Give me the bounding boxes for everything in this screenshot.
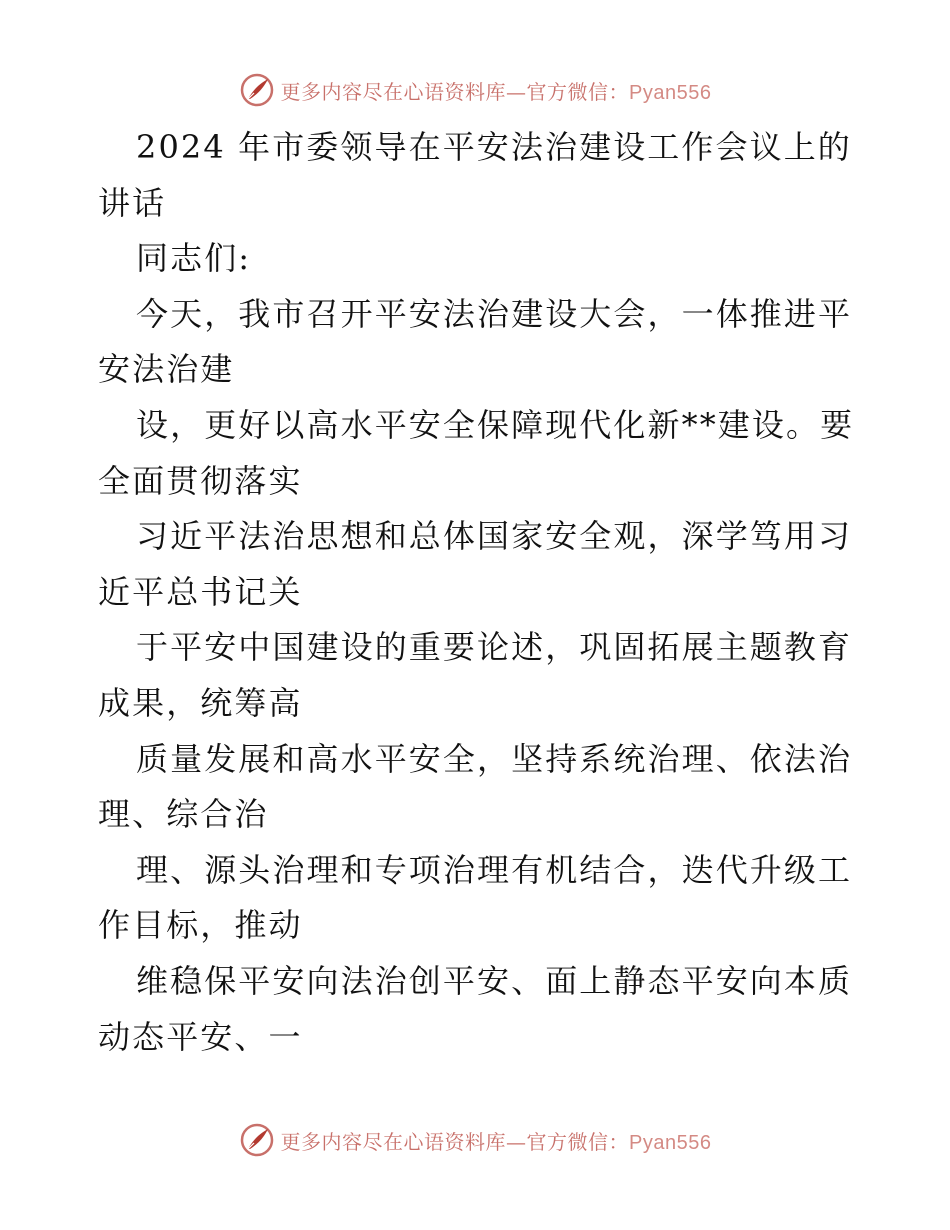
banner-separator: — [506, 79, 527, 104]
wechat-id: Pyan556 [629, 81, 712, 104]
title-line-1: 2024 年市委领导在平安法治建设工作会议上的 [136, 128, 852, 166]
paragraph-line: 设，更好以高水平安全保障现代化新**建设。要 [136, 405, 855, 444]
banner-text [281, 76, 712, 105]
wechat-label: 官方微信： [526, 79, 630, 104]
paragraph-line: 理、综合治 [98, 795, 269, 834]
wechat-label: 官方微信： [526, 1129, 630, 1154]
banner-separator: — [506, 1129, 527, 1154]
paragraph-line: 维稳保平安向法治创平安、面上静态平安向本质 [136, 961, 853, 1000]
title-line-2: 讲话 [98, 183, 167, 222]
document-body [98, 120, 858, 1065]
paragraph-line: 今天，我市召开平安法治建设大会，一体推进平 [136, 294, 853, 333]
paragraph-line: 质量发展和高水平安全，坚持系统治理、依法治 [136, 739, 853, 778]
brand-text: 更多内容尽在心语资料库 [280, 1129, 507, 1154]
paragraph-line: 安法治建 [98, 350, 235, 389]
brand-text: 更多内容尽在心语资料库 [280, 79, 507, 104]
paragraph-line: 理、源头治理和专项治理有机结合，迭代升级工 [136, 850, 853, 889]
salutation: 同志们: [136, 239, 252, 278]
header-watermark-banner [0, 70, 950, 110]
banner-text [281, 1126, 712, 1155]
paragraph-line: 成果，统筹高 [98, 683, 303, 722]
paragraph-line: 于平安中国建设的重要论述，巩固拓展主题教育 [136, 628, 853, 667]
paragraph-line: 作目标，推动 [98, 906, 303, 945]
wechat-id: Pyan556 [629, 1131, 712, 1154]
paragraph-line: 近平总书记关 [98, 572, 303, 611]
paragraph-line: 全面贯彻落实 [98, 461, 303, 500]
feather-pen-logo-icon [239, 72, 275, 108]
feather-pen-logo-icon [239, 1122, 275, 1158]
paragraph-line: 习近平法治思想和总体国家安全观，深学笃用习 [136, 517, 853, 556]
paragraph-line: 动态平安、一 [98, 1017, 303, 1056]
footer-watermark-banner [0, 1120, 950, 1160]
